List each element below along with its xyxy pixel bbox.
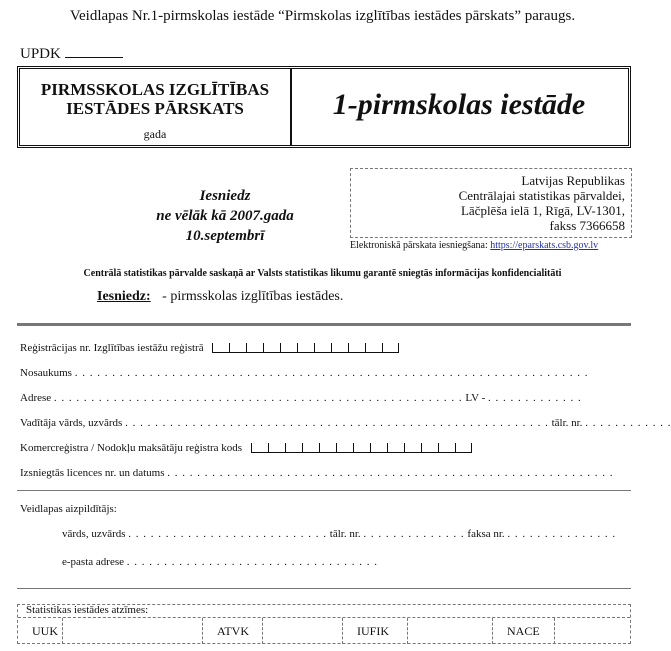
filler-fax-label: faksa nr. <box>467 528 505 540</box>
statistics-marks-title: Statistikas iestādes atzīmes: <box>26 604 149 616</box>
filler-heading: Veidlapas aizpildītājs: <box>20 503 117 515</box>
updk-blank <box>65 44 123 58</box>
commercial-register-label: Komercreģistra / Nodokļu maksātāju reģistra kods <box>20 442 243 454</box>
electronic-label: Elektroniskā pārskata iesniegšana: <box>350 240 488 251</box>
statistics-marks-row <box>18 617 630 644</box>
address-line-2: Centrālajai statistikas pārvaldei, <box>458 188 625 203</box>
electronic-link[interactable]: https://eparskats.csb.gov.lv <box>490 240 599 251</box>
commercial-register-cells[interactable] <box>251 443 472 453</box>
electronic-submission <box>350 240 636 251</box>
atvk-label: ATVK <box>203 618 263 644</box>
registration-row <box>20 342 399 354</box>
address-line-1: Latvijas Republikas <box>521 173 625 188</box>
submission-deadline <box>120 186 330 246</box>
filler-name-row[interactable]: vārds, uzvārds . . . . . . . . . . . . . . . . . . . . . . . . . . . tālr. nr. . . . . . . . . . . . . . . faksa nr. . . . . . . . . . . . . . . . <box>62 528 617 540</box>
licence-label: Izsniegtās licences nr. un datums <box>20 467 165 479</box>
submitters-text: - pirmsskolas izglītības iestādes. <box>162 289 344 304</box>
statistics-marks-box <box>17 604 631 644</box>
address-line-4: fakss 7366658 <box>549 218 625 233</box>
submitters-label: Iesniedz: <box>97 289 151 304</box>
address-line-3: Lāčplēša ielā 1, Rīgā, LV-1301, <box>460 203 625 218</box>
uuk-value-cell[interactable] <box>63 618 203 644</box>
registration-label: Reģistrācijas nr. Izglītības iestāžu reģistrā <box>20 342 204 354</box>
report-title-line-1: PIRMSSKOLAS IZGLĪTĪBAS <box>40 80 270 99</box>
name-label: Nosaukums <box>20 367 72 379</box>
iufik-label: IUFIK <box>343 618 408 644</box>
form-code-cell <box>290 69 628 145</box>
deadline-line-1: Iesniedz <box>199 188 251 204</box>
licence-row[interactable]: Izsniegtās licences nr. un datums . . . . . . . . . . . . . . . . . . . . . . . . . . . . . . . . . . . . . . . . . . . . . . . . . . . . . . . . . . . . <box>20 467 614 479</box>
director-label: Vadītāja vārds, uzvārds <box>20 417 123 429</box>
marks-divider <box>17 588 631 589</box>
form-caption: Veidlapas Nr.1-pirmskolas iestāde “Pirmskolas izglītības iestādes pārskats” paraugs. <box>69 8 576 24</box>
filler-name-label: vārds, uzvārds <box>62 528 126 540</box>
filler-divider <box>17 490 631 491</box>
report-title-line-2: IESTĀDES PĀRSKATS <box>66 99 244 118</box>
filler-email-row[interactable]: e-pasta adrese . . . . . . . . . . . . . . . . . . . . . . . . . . . . . . . . . . <box>62 556 378 568</box>
postcode-label: LV - <box>465 392 486 404</box>
section-divider <box>17 323 631 326</box>
nace-label: NACE <box>493 618 555 644</box>
recipient-address <box>350 168 632 238</box>
updk-label: UPDK <box>20 46 61 62</box>
nace-value-cell[interactable] <box>555 618 630 644</box>
updk-field <box>20 44 123 63</box>
name-row[interactable]: Nosaukums . . . . . . . . . . . . . . . . . . . . . . . . . . . . . . . . . . . . . . . . . . . . . . . . . . . . . . . . . . . . . . . . . . . . . <box>20 367 589 379</box>
director-row[interactable]: Vadītāja vārds, uzvārds . . . . . . . . . . . . . . . . . . . . . . . . . . . . . . . . . . . . . . . . . . . . . . . . . . . . . . . . . tālr. nr. . . . . . . . . . . . . <box>20 417 671 429</box>
iufik-value-cell[interactable] <box>408 618 493 644</box>
submitters-line <box>97 289 343 305</box>
address-label: Adrese <box>20 392 52 404</box>
filler-email-label: e-pasta adrese <box>62 556 124 568</box>
registration-code-cells[interactable] <box>212 343 399 353</box>
report-title-cell <box>20 69 292 145</box>
director-phone-label: tālr. nr. <box>551 417 583 429</box>
confidentiality-notice: Centrālā statistikas pārvalde saskaņā ar Valsts statistikas likumu garantē sniegtās informācijas konfidencialitāti <box>83 268 562 279</box>
filler-phone-label: tālr. nr. <box>329 528 361 540</box>
uuk-label: UUK <box>18 618 63 644</box>
address-row[interactable]: Adrese . . . . . . . . . . . . . . . . . . . . . . . . . . . . . . . . . . . . . . . . . . . . . . . . . . . . . . . LV - . . . . . . . . . . . . . <box>20 392 582 404</box>
report-title <box>20 80 290 118</box>
atvk-value-cell[interactable] <box>263 618 343 644</box>
deadline-line-2: ne vēlāk kā 2007.gada 10.septembrī <box>156 208 294 244</box>
report-year-label: gada <box>143 127 167 141</box>
form-code: 1-pirmskolas iestāde <box>332 88 586 121</box>
title-box <box>17 66 631 148</box>
commercial-register-row <box>20 442 472 454</box>
